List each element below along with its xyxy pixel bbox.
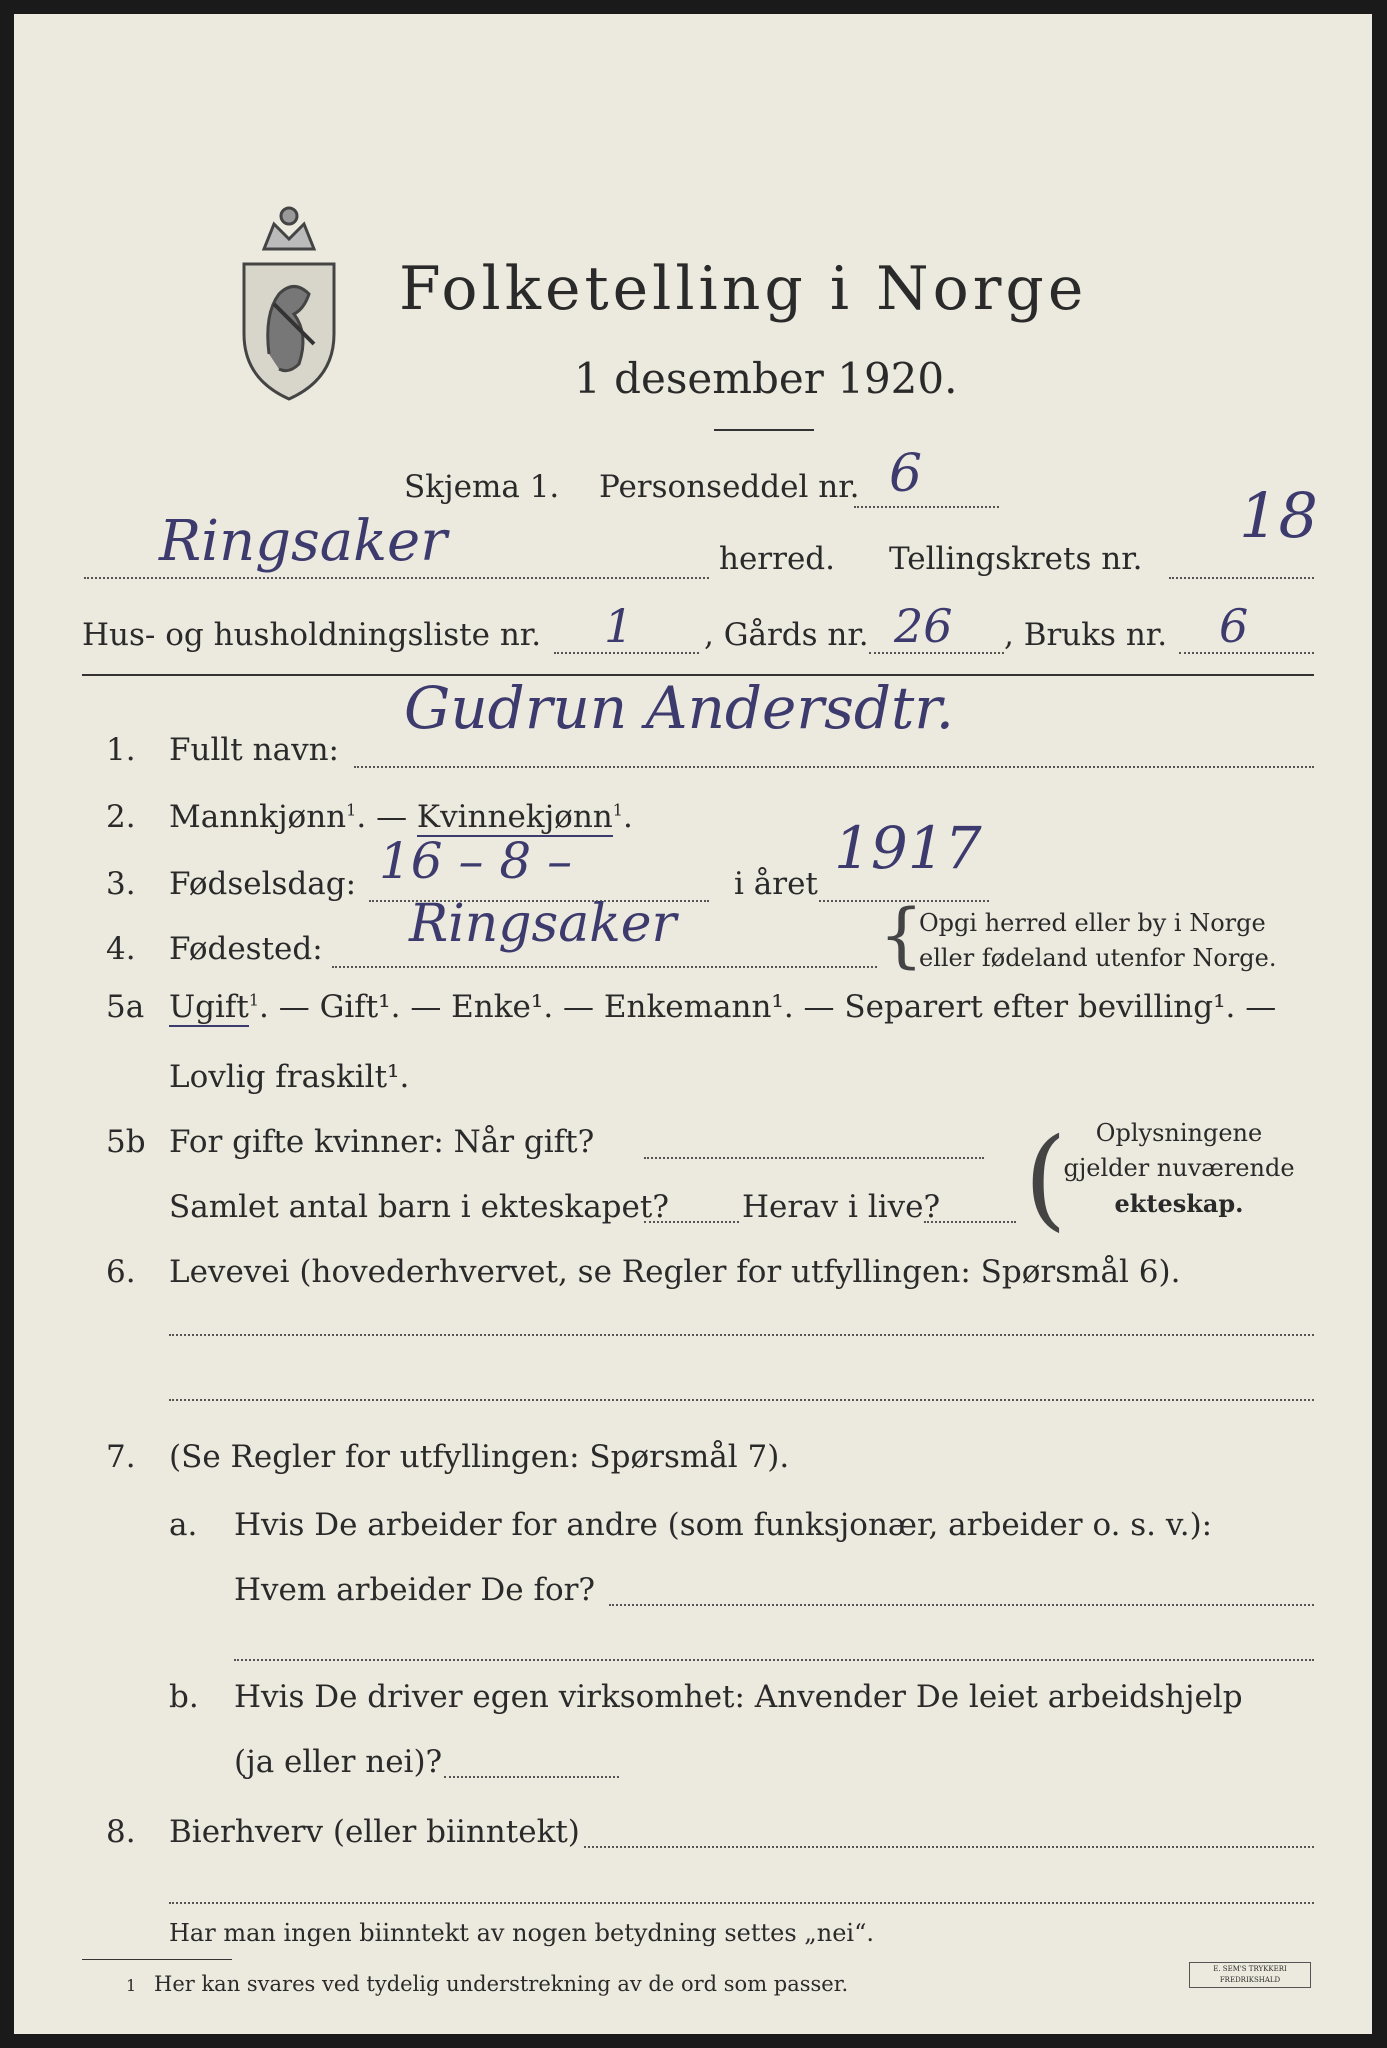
q4-birthplace-value[interactable]: Ringsaker (409, 894, 677, 954)
q8-line1[interactable] (584, 1846, 1314, 1848)
q4-label: Fødested: (169, 931, 323, 967)
bruks-label: , Bruks nr. (1004, 617, 1168, 653)
q5b-alive-line (924, 1221, 1016, 1223)
q1-full-name-value[interactable]: Gudrun Andersdtr. (404, 674, 955, 742)
q7a-label: Hvis De arbeider for andre (som funksjonær, arbeider o. s. v.): (234, 1507, 1213, 1543)
printer-stamp: E. SEM'S TRYKKERI FREDRIKSHALD (1189, 1962, 1311, 1988)
footnote-divider (82, 1959, 232, 1960)
q4-note-line2: eller fødeland utenfor Norge. (919, 944, 1277, 972)
q3-birthdate-value[interactable]: 16 – 8 – (379, 832, 573, 890)
form-title: Folketelling i Norge (399, 254, 1088, 324)
footnote-number: 1 (126, 1976, 137, 1995)
q3-year-value[interactable]: 1917 (834, 814, 982, 882)
q7a-extra-line[interactable] (234, 1659, 1314, 1661)
q8-label: Bierhverv (eller biinntekt) (169, 1814, 580, 1850)
tellingskrets-label: Tellingskrets nr. (889, 541, 1143, 577)
census-form (14, 14, 1372, 2034)
tellingskrets-line (1169, 577, 1314, 579)
q3-label: Fødselsdag: (169, 866, 357, 902)
norway-coat-of-arms-icon (234, 194, 344, 404)
q4-note-line1: Opgi herred eller by i Norge (919, 909, 1266, 937)
gards-value[interactable]: 26 (894, 599, 953, 653)
q5b-note-line2: gjelder nuværende (1063, 1154, 1295, 1182)
q8-number: 8. (106, 1814, 136, 1850)
q6-line1[interactable] (169, 1334, 1314, 1336)
q5a-divorced-option[interactable]: Lovlig fraskilt¹. (169, 1059, 410, 1095)
q5b-children-label: Samlet antal barn i ekteskapet? (169, 1189, 669, 1225)
q7a-letter: a. (169, 1507, 198, 1543)
q1-label: Fullt navn: (169, 732, 339, 768)
q8-note: Har man ingen biinntekt av nogen betydning settes „nei“. (169, 1919, 874, 1947)
title-divider (714, 429, 814, 431)
q7a-employer-line[interactable] (609, 1604, 1314, 1606)
q4-line (332, 966, 877, 968)
q7b-label: Hvis De driver egen virksomhet: Anvender De leiet arbeidshjelp (234, 1679, 1243, 1715)
q8-line2[interactable] (169, 1902, 1314, 1904)
q7-number: 7. (106, 1439, 136, 1475)
q5b-married-when-line (644, 1157, 984, 1159)
q1-line (354, 766, 1314, 768)
q6-line2[interactable] (169, 1399, 1314, 1401)
q5b-brace: ( (1024, 1114, 1067, 1242)
q7b-letter: b. (169, 1679, 199, 1715)
q2-male-option[interactable]: Mannkjønn (169, 799, 347, 835)
household-list-value[interactable]: 1 (604, 599, 634, 653)
q1-number: 1. (106, 732, 136, 768)
q5b-children-line (644, 1221, 739, 1223)
q4-brace: { (879, 894, 924, 976)
q5a-options: Ugift$^1$. — Gift¹. — Enke¹. — Enkemann¹. — Separert efter bevilling¹. — (169, 989, 1277, 1025)
personseddel-line (854, 506, 999, 508)
q2-separator: — (376, 799, 408, 835)
q5b-number: 5b (106, 1124, 146, 1160)
q2-number: 2. (106, 799, 136, 835)
q4-number: 4. (106, 931, 136, 967)
q6-number: 6. (106, 1254, 136, 1290)
footnote-text: Her kan svares ved tydelig understrekning av de ord som passer. (154, 1972, 849, 1996)
herred-label: herred. (719, 541, 835, 577)
q2-sex-options: Mannkjønn$^1$. — Kvinnekjønn$^1$. (169, 799, 633, 835)
q7b-yes-no-label: (ja eller nei)? (234, 1744, 443, 1780)
q5a-unmarried-option[interactable]: Ugift (169, 989, 249, 1025)
q5b-alive-label: Herav i live? (742, 1189, 941, 1225)
bruks-value[interactable]: 6 (1219, 599, 1249, 653)
census-date: 1 desember 1920. (574, 354, 958, 403)
q7b-yes-no-line[interactable] (444, 1776, 619, 1778)
herred-line (84, 577, 709, 579)
q7a-employer-label: Hvem arbeider De for? (234, 1572, 596, 1608)
gards-label: , Gårds nr. (704, 617, 869, 653)
q3-year-label: i året (734, 866, 818, 902)
personseddel-label: Personseddel nr. (599, 469, 860, 505)
q5b-note-line3: ekteskap. (1114, 1189, 1244, 1218)
q7-label: (Se Regler for utfyllingen: Spørsmål 7). (169, 1439, 790, 1475)
q2-female-option[interactable]: Kvinnekjønn (416, 799, 613, 835)
q5a-number: 5a (106, 989, 145, 1025)
schema-label: Skjema 1. (404, 469, 560, 505)
q5b-note-line1: Oplysningene (1095, 1119, 1263, 1147)
herred-value[interactable]: Ringsaker (159, 509, 447, 574)
personseddel-value[interactable]: 6 (889, 444, 923, 504)
tellingskrets-value[interactable]: 18 (1239, 479, 1318, 552)
q6-label: Levevei (hovederhvervet, se Regler for utfyllingen: Spørsmål 6). (169, 1254, 1181, 1290)
household-list-label: Hus- og husholdningsliste nr. (82, 617, 542, 653)
q5b-married-when-label: For gifte kvinner: Når gift? (169, 1124, 595, 1160)
q3-number: 3. (106, 866, 136, 902)
